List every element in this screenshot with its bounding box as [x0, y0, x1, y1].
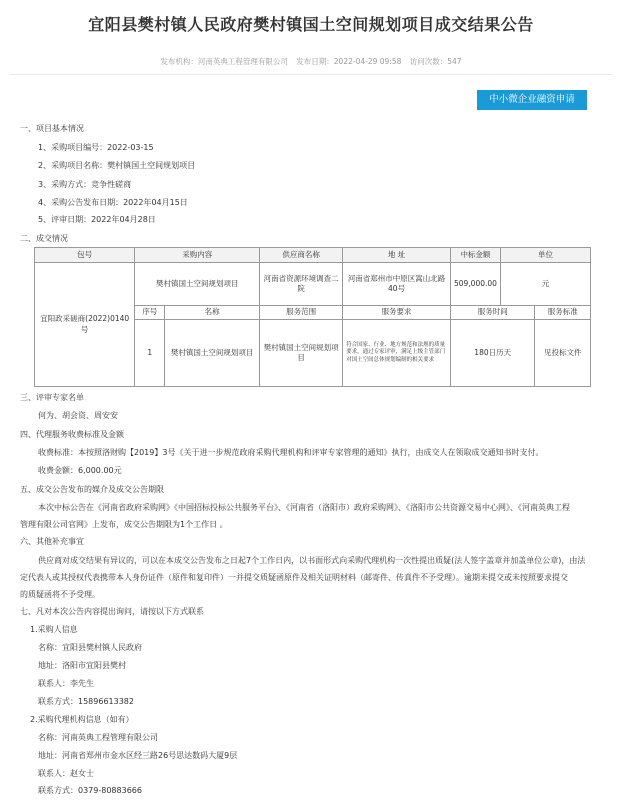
agency-phone: 联系方式：0379-80883666 [38, 786, 142, 795]
purchaser-phone: 联系方式：15896613382 [38, 697, 134, 706]
subheader-no: 序号 [135, 306, 165, 320]
cell-name: 樊村镇国土空间规划项目 [165, 320, 260, 387]
cell-scope: 樊村镇国土空间规划项目 [260, 320, 343, 387]
publisher: 发布机构：河南英典工程管理有限公司 [160, 57, 288, 66]
cell-content: 樊村镇国土空间规划项目 [135, 263, 260, 306]
section-heading-fee: 四、代理服务收费标准及金额 [20, 430, 124, 439]
supplement-line1: 供应商对成交结果有异议的，可以在本成交公告发布之日起7个工作日内，以书面形式向采购代理机构一次性提出质疑(法人签字盖章并加盖单位公章)，由法 [38, 556, 586, 565]
project-name: 2、采购项目名称：樊村镇国土空间规划项目 [38, 161, 196, 170]
section-heading-deal: 二、成交情况 [20, 234, 68, 243]
header-supplier: 供应商名称 [260, 248, 343, 263]
cell-standard: 见投标文件 [535, 320, 591, 387]
subheader-scope: 服务范围 [260, 306, 343, 320]
publish-date: 发布日期：2022-04-29 09:58 [296, 57, 402, 66]
subheader-requirement: 服务要求 [343, 306, 451, 320]
procurement-method: 3、采购方式：竞争性磋商 [38, 180, 132, 189]
purchaser-address: 地址：洛阳市宜阳县樊村 [38, 661, 126, 670]
agency-heading: 2.采购代理机构信息（如有） [30, 715, 134, 724]
header-address: 地 址 [343, 248, 451, 263]
agency-contact: 联系人：赵女士 [38, 769, 94, 778]
agency-name: 名称：河南英典工程管理有限公司 [38, 733, 158, 742]
visit-count: 访问次数：547 [409, 57, 462, 66]
package-number: 宜阳政采磋商(2022)0140号 [35, 263, 135, 387]
purchaser-contact: 联系人：李先生 [38, 679, 94, 688]
subheader-name: 名称 [165, 306, 260, 320]
header-amount: 中标金额 [450, 248, 500, 263]
announcement-date: 4、采购公告发布日期：2022年04月15日 [38, 198, 188, 207]
cell-time: 180日历天 [450, 320, 535, 387]
divider [10, 74, 612, 75]
financing-apply-button[interactable]: 中小微企业融资申请 [477, 90, 587, 110]
deal-table [34, 247, 591, 387]
purchaser-heading: 1.采购人信息 [30, 625, 78, 634]
section-heading-contact: 七、凡对本次公告内容提出询问，请按以下方式联系 [20, 607, 204, 616]
cell-address: 河南省郑州市中原区嵩山北路40号 [343, 263, 451, 306]
cell-requirement: 符合国家、行业、地方规范和法规的质量要求，通过专家评审，满足上级主管部门对国土空间总体规划编制的相关要求 [343, 320, 451, 387]
section-heading-basic-info: 一、项目基本情况 [20, 124, 84, 133]
review-date: 5、评审日期：2022年04月28日 [38, 215, 156, 224]
expert-list: 何为、胡会资、周安安 [38, 411, 118, 420]
header-content: 采购内容 [135, 248, 260, 263]
section-heading-media: 五、成交公告发布的媒介及成交公告期限 [20, 485, 164, 494]
page-title: 宜阳县樊村镇人民政府樊村镇国土空间规划项目成交结果公告 [88, 15, 534, 34]
section-heading-supplement: 六、其他补充事宜 [20, 537, 84, 546]
header-unit: 单位 [500, 248, 590, 263]
table-row [35, 263, 591, 306]
supplement-line2: 定代表人或其授权代表携带本人身份证件（原件和复印件）一并提交质疑函原件及相关证明材料（邮寄件、传真件不予受理）。逾期未提交或未按照要求提交 [20, 573, 568, 582]
supplement-line3: 的质疑函将不予受理。 [20, 590, 100, 599]
agency-address: 地址：河南省郑州市金水区经三路26号思达数码大厦9层 [38, 751, 238, 760]
cell-unit: 元 [500, 263, 590, 306]
media-text-line1: 本次中标公告在《河南省政府采购网》《中国招标投标公共服务平台》、《河南省（洛阳市）政府采购网》、《洛阳市公共资源交易中心网》、《河南英典工程 [38, 503, 570, 512]
cell-no: 1 [135, 320, 165, 387]
cell-supplier: 河南省资源环境调查二院 [260, 263, 343, 306]
header-package: 包号 [35, 248, 135, 263]
section-heading-experts: 三、评审专家名单 [20, 393, 84, 402]
cell-amount: 509,000.00 [450, 263, 500, 306]
project-number: 1、采购项目编号：2022-03-15 [38, 143, 154, 152]
fee-amount: 收费金额：6,000.00元 [38, 466, 122, 475]
subheader-standard: 服务标准 [535, 306, 591, 320]
purchaser-name: 名称：宜阳县樊村镇人民政府 [38, 643, 142, 652]
media-text-line2: 管理有限公司官网》上发布，成交公告期限为1个工作日 。 [20, 520, 228, 529]
table-header-row [35, 248, 591, 263]
fee-standard: 收费标准：本按照洛财购【2019】3号《关于进一步规范政府采购代理机构和评审专家管理的通知》执行，由成交人在领取成交通知书时支付。 [38, 448, 544, 457]
subheader-time: 服务时间 [450, 306, 535, 320]
article-meta [0, 56, 622, 67]
